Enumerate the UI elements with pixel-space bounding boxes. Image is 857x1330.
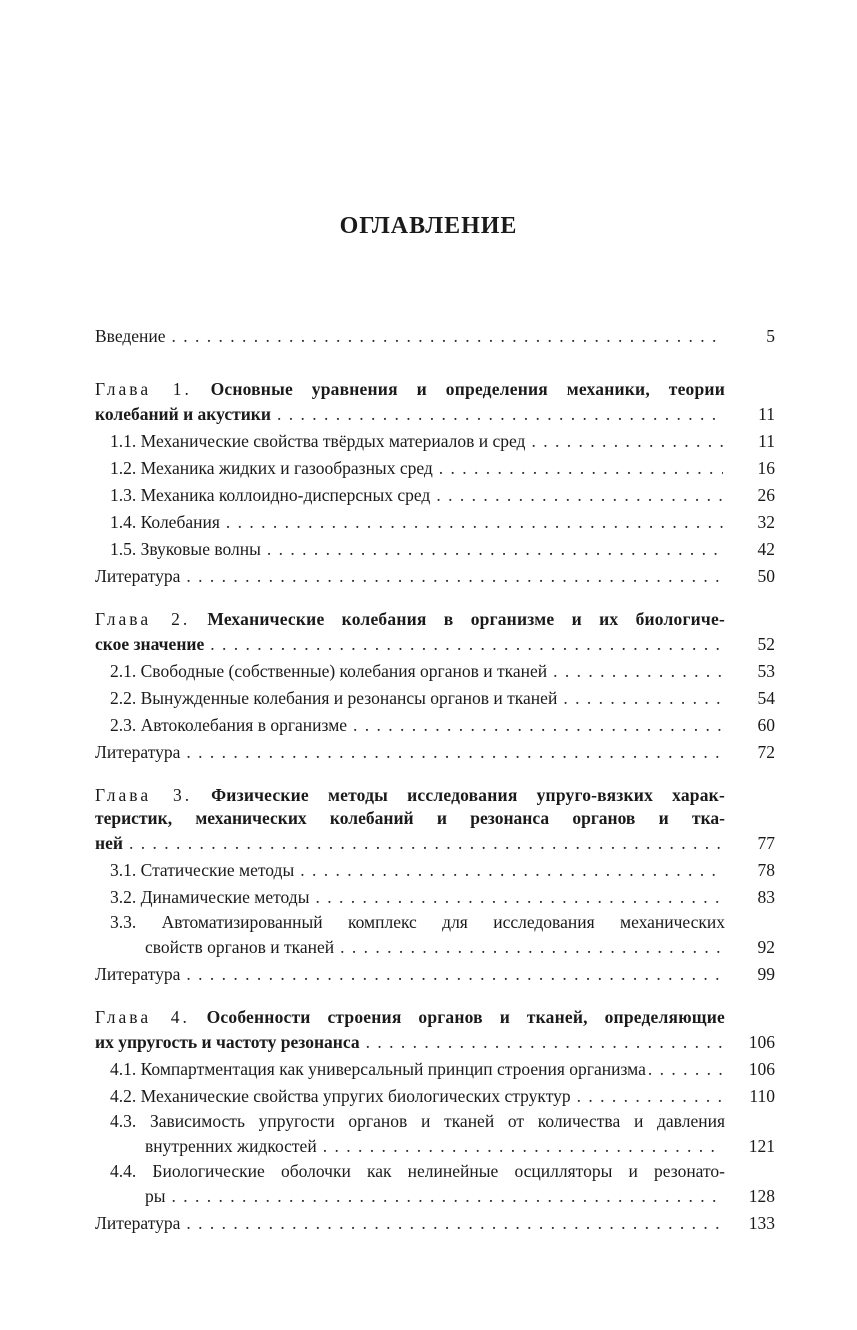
- section-number: 3.1.: [110, 860, 137, 880]
- toc-literature-3[interactable]: [95, 961, 775, 988]
- section-title-cont: свойств органов и тканей: [145, 937, 335, 957]
- section-title: Биологические оболочки как нелинейные осцилляторы и резонато-: [152, 1161, 725, 1181]
- section-title-cont: внутренних жидкостей: [145, 1136, 317, 1156]
- toc-section-2-1[interactable]: [95, 658, 775, 685]
- literature-page: 99: [757, 964, 775, 984]
- section-number: 2.1.: [110, 661, 137, 681]
- toc-section-1-5[interactable]: [95, 536, 775, 563]
- toc-chapter-4[interactable]: [95, 1006, 775, 1056]
- section-page: 11: [758, 431, 775, 451]
- section-number: 1.4.: [110, 512, 137, 532]
- chapter-title-line3: ней: [95, 833, 123, 853]
- chapter-title-line2: ское значение: [95, 634, 205, 654]
- section-title: Механика жидких и газообразных сред: [140, 458, 433, 478]
- chapter-title-line2: их упругость и частоту резонанса: [95, 1032, 360, 1052]
- toc-section-1-1[interactable]: [95, 428, 775, 455]
- chapter-page: 106: [748, 1032, 775, 1052]
- dot-leader: [186, 563, 723, 590]
- section-title: Свободные (собственные) колебания органов и тканей: [140, 661, 548, 681]
- section-number: 4.1.: [110, 1059, 137, 1079]
- toc-section-3-3[interactable]: [95, 911, 775, 961]
- section-title: Механические свойства упругих биологических структур: [140, 1086, 571, 1106]
- dot-leader: [267, 536, 723, 563]
- toc-section-3-2[interactable]: [95, 884, 775, 911]
- dot-leader: [563, 685, 723, 712]
- toc-section-4-4[interactable]: [95, 1160, 775, 1210]
- section-page: 60: [757, 715, 775, 735]
- dot-leader: [648, 1056, 727, 1083]
- dot-leader: [129, 830, 723, 857]
- section-title: Статические методы: [140, 860, 295, 880]
- dot-leader: [172, 1183, 723, 1210]
- section-page: 54: [757, 688, 775, 708]
- chapter-title-line1: Основные уравнения и определения механики, теории: [210, 379, 725, 399]
- toc-section-2-3[interactable]: [95, 712, 775, 739]
- chapter-title-line2: колебаний и акустики: [95, 404, 271, 424]
- literature-page: 72: [757, 742, 775, 762]
- section-number: 4.4.: [110, 1161, 137, 1181]
- section-title: Компартментация как универсальный принцип строения организма: [140, 1059, 646, 1079]
- dot-leader: [210, 631, 723, 658]
- dot-leader: [277, 401, 723, 428]
- section-number: 3.3.: [110, 912, 137, 932]
- dot-leader: [577, 1083, 723, 1110]
- section-title: Автоматизированный комплекс для исследования механических: [161, 912, 726, 932]
- section-title: Автоколебания в организме: [140, 715, 348, 735]
- toc-chapter-2[interactable]: [95, 608, 775, 658]
- toc-literature-4[interactable]: [95, 1210, 775, 1237]
- literature-label: Литература: [95, 742, 181, 762]
- dot-leader: [186, 739, 723, 766]
- intro-page: 5: [766, 326, 775, 346]
- chapter-title-line1: Особенности строения органов и тканей, определяющие: [206, 1007, 726, 1027]
- section-page: 32: [757, 512, 775, 532]
- section-number: 4.2.: [110, 1086, 137, 1106]
- page-title: ОГЛАВЛЕНИЕ: [339, 213, 518, 239]
- section-page: 42: [757, 539, 775, 559]
- section-title-cont: ры: [145, 1186, 166, 1206]
- section-title: Механические свойства твёрдых материалов и сред: [140, 431, 526, 451]
- toc-section-1-4[interactable]: [95, 509, 775, 536]
- dot-leader: [226, 509, 723, 536]
- chapter-label: Глава 3.: [95, 785, 193, 805]
- toc-section-3-1[interactable]: [95, 857, 775, 884]
- dot-leader: [553, 658, 723, 685]
- dot-leader: [323, 1133, 723, 1160]
- toc-chapter-3[interactable]: [95, 784, 775, 857]
- section-number: 1.3.: [110, 485, 137, 505]
- chapter-label: Глава 4.: [95, 1007, 190, 1027]
- section-number: 1.1.: [110, 431, 137, 451]
- dot-leader: [436, 482, 723, 509]
- dot-leader: [340, 934, 723, 961]
- chapter-title-line1: Механические колебания в организме и их биологиче-: [207, 609, 725, 629]
- section-number: 1.2.: [110, 458, 137, 478]
- dot-leader: [531, 428, 723, 455]
- section-page: 83: [757, 887, 775, 907]
- chapter-title-line1: Физические методы исследования упруго-вязких харак-: [211, 785, 725, 805]
- section-page: 106: [748, 1059, 775, 1079]
- section-page: 110: [749, 1086, 775, 1106]
- section-page: 16: [757, 458, 775, 478]
- toc-section-2-2[interactable]: [95, 685, 775, 712]
- section-number: 3.2.: [110, 887, 137, 907]
- dot-leader: [366, 1029, 723, 1056]
- toc-literature-2[interactable]: [95, 739, 775, 766]
- toc-section-1-2[interactable]: [95, 455, 775, 482]
- section-page: 78: [757, 860, 775, 880]
- dot-leader: [172, 323, 723, 350]
- toc-chapter-1[interactable]: [95, 378, 775, 428]
- section-page: 121: [748, 1136, 775, 1156]
- section-title: Динамические методы: [140, 887, 310, 907]
- toc-intro[interactable]: [95, 323, 775, 350]
- dot-leader: [186, 1210, 723, 1237]
- section-title: Механика коллоидно-дисперсных сред: [140, 485, 431, 505]
- chapter-title-line2: теристик, механических колебаний и резонанса органов и тка-: [95, 808, 725, 828]
- chapter-page: 11: [758, 404, 775, 424]
- table-of-contents: [95, 323, 775, 1237]
- section-title: Вынужденные колебания и резонансы органов и тканей: [140, 688, 558, 708]
- section-title: Колебания: [140, 512, 220, 532]
- chapter-page: 77: [757, 833, 775, 853]
- literature-label: Литература: [95, 1213, 181, 1233]
- toc-literature-1[interactable]: [95, 563, 775, 590]
- dot-leader: [186, 961, 723, 988]
- toc-section-1-3[interactable]: [95, 482, 775, 509]
- chapter-label: Глава 1.: [95, 379, 192, 399]
- section-number: 1.5.: [110, 539, 137, 559]
- section-title: Зависимость упругости органов и тканей от количества и давления: [149, 1111, 725, 1131]
- dot-leader: [300, 857, 723, 884]
- section-page: 53: [757, 661, 775, 681]
- section-number: 4.3.: [110, 1111, 137, 1131]
- chapter-page: 52: [757, 634, 775, 654]
- literature-label: Литература: [95, 964, 181, 984]
- literature-label: Литература: [95, 566, 181, 586]
- toc-section-4-1[interactable]: [95, 1056, 775, 1083]
- section-title: Звуковые волны: [140, 539, 261, 559]
- section-page: 92: [757, 937, 775, 957]
- section-page: 26: [757, 485, 775, 505]
- section-number: 2.2.: [110, 688, 137, 708]
- section-number: 2.3.: [110, 715, 137, 735]
- dot-leader: [353, 712, 723, 739]
- intro-label: Введение: [95, 326, 166, 346]
- toc-section-4-3[interactable]: [95, 1110, 775, 1160]
- toc-section-4-2[interactable]: [95, 1083, 775, 1110]
- dot-leader: [315, 884, 723, 911]
- section-page: 128: [748, 1186, 775, 1206]
- literature-page: 133: [748, 1213, 775, 1233]
- dot-leader: [439, 455, 723, 482]
- chapter-label: Глава 2.: [95, 609, 191, 629]
- literature-page: 50: [757, 566, 775, 586]
